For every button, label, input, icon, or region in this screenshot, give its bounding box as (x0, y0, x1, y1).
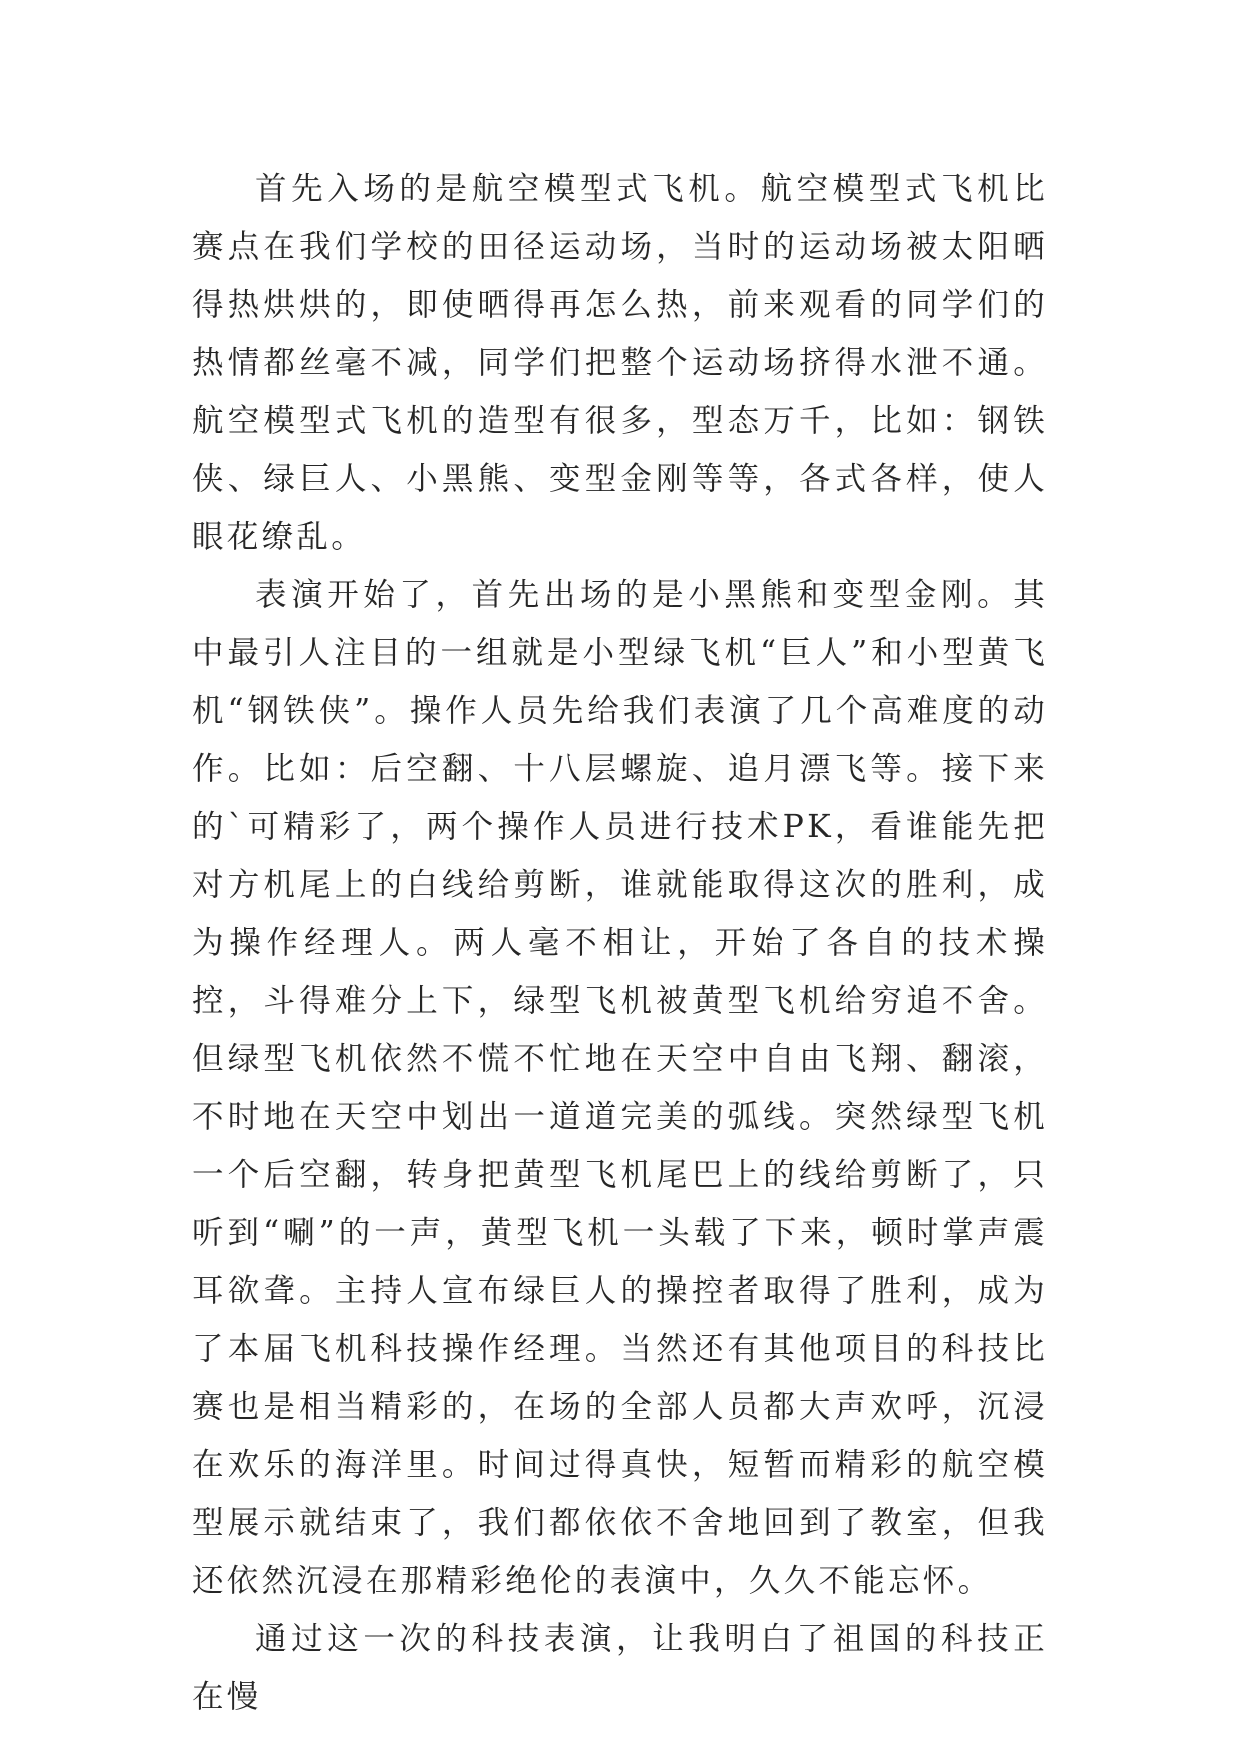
paragraph: 通过这一次的科技表演，让我明白了祖国的科技正在慢 (192, 1621, 1048, 1715)
paragraph: 首先入场的是航空模型式飞机。航空模型式飞机比赛点在我们学校的田径运动场，当时的运动场被太阳晒得热烘烘的，即使晒得再怎么热，前来观看的同学们的热情都丝毫不减，同学们把整个运动场挤得水泄不通。航空模型式飞机的造型有很多，型态万千，比如：钢铁侠、绿巨人、小黑熊、变型金刚等等，各式各样，使人眼花缭乱。 (192, 171, 1048, 555)
paragraph: 表演开始了，首先出场的是小黑熊和变型金刚。其中最引人注目的一组就是小型绿飞机“巨人”和小型黄飞机“钢铁侠”。操作人员先给我们表演了几个高难度的动作。比如：后空翻、十八层螺旋、追月漂飞等。接下来的`可精彩了，两个操作人员进行技术PK，看谁能先把对方机尾上的白线给剪断，谁就能取得这次的胜利，成为操作经理人。两人毫不相让，开始了各自的技术操控，斗得难分上下，绿型飞机被黄型飞机给穷追不舍。但绿型飞机依然不慌不忙地在天空中自由飞翔、翻滚，不时地在天空中划出一道道完美的弧线。突然绿型飞机一个后空翻，转身把黄型飞机尾巴上的线给剪断了，只听到“唰”的一声，黄型飞机一头载了下来，顿时掌声震耳欲聋。主持人宣布绿巨人的操控者取得了胜利，成为了本届飞机科技操作经理。当然还有其他项目的科技比赛也是相当精彩的，在场的全部人员都大声欢呼，沉浸在欢乐的海洋里。时间过得真快，短暂而精彩的航空模型展示就结束了，我们都依依不舍地回到了教室，但我还依然沉浸在那精彩绝伦的表演中，久久不能忘怀。 (192, 577, 1048, 1599)
document-body (192, 160, 1048, 1726)
